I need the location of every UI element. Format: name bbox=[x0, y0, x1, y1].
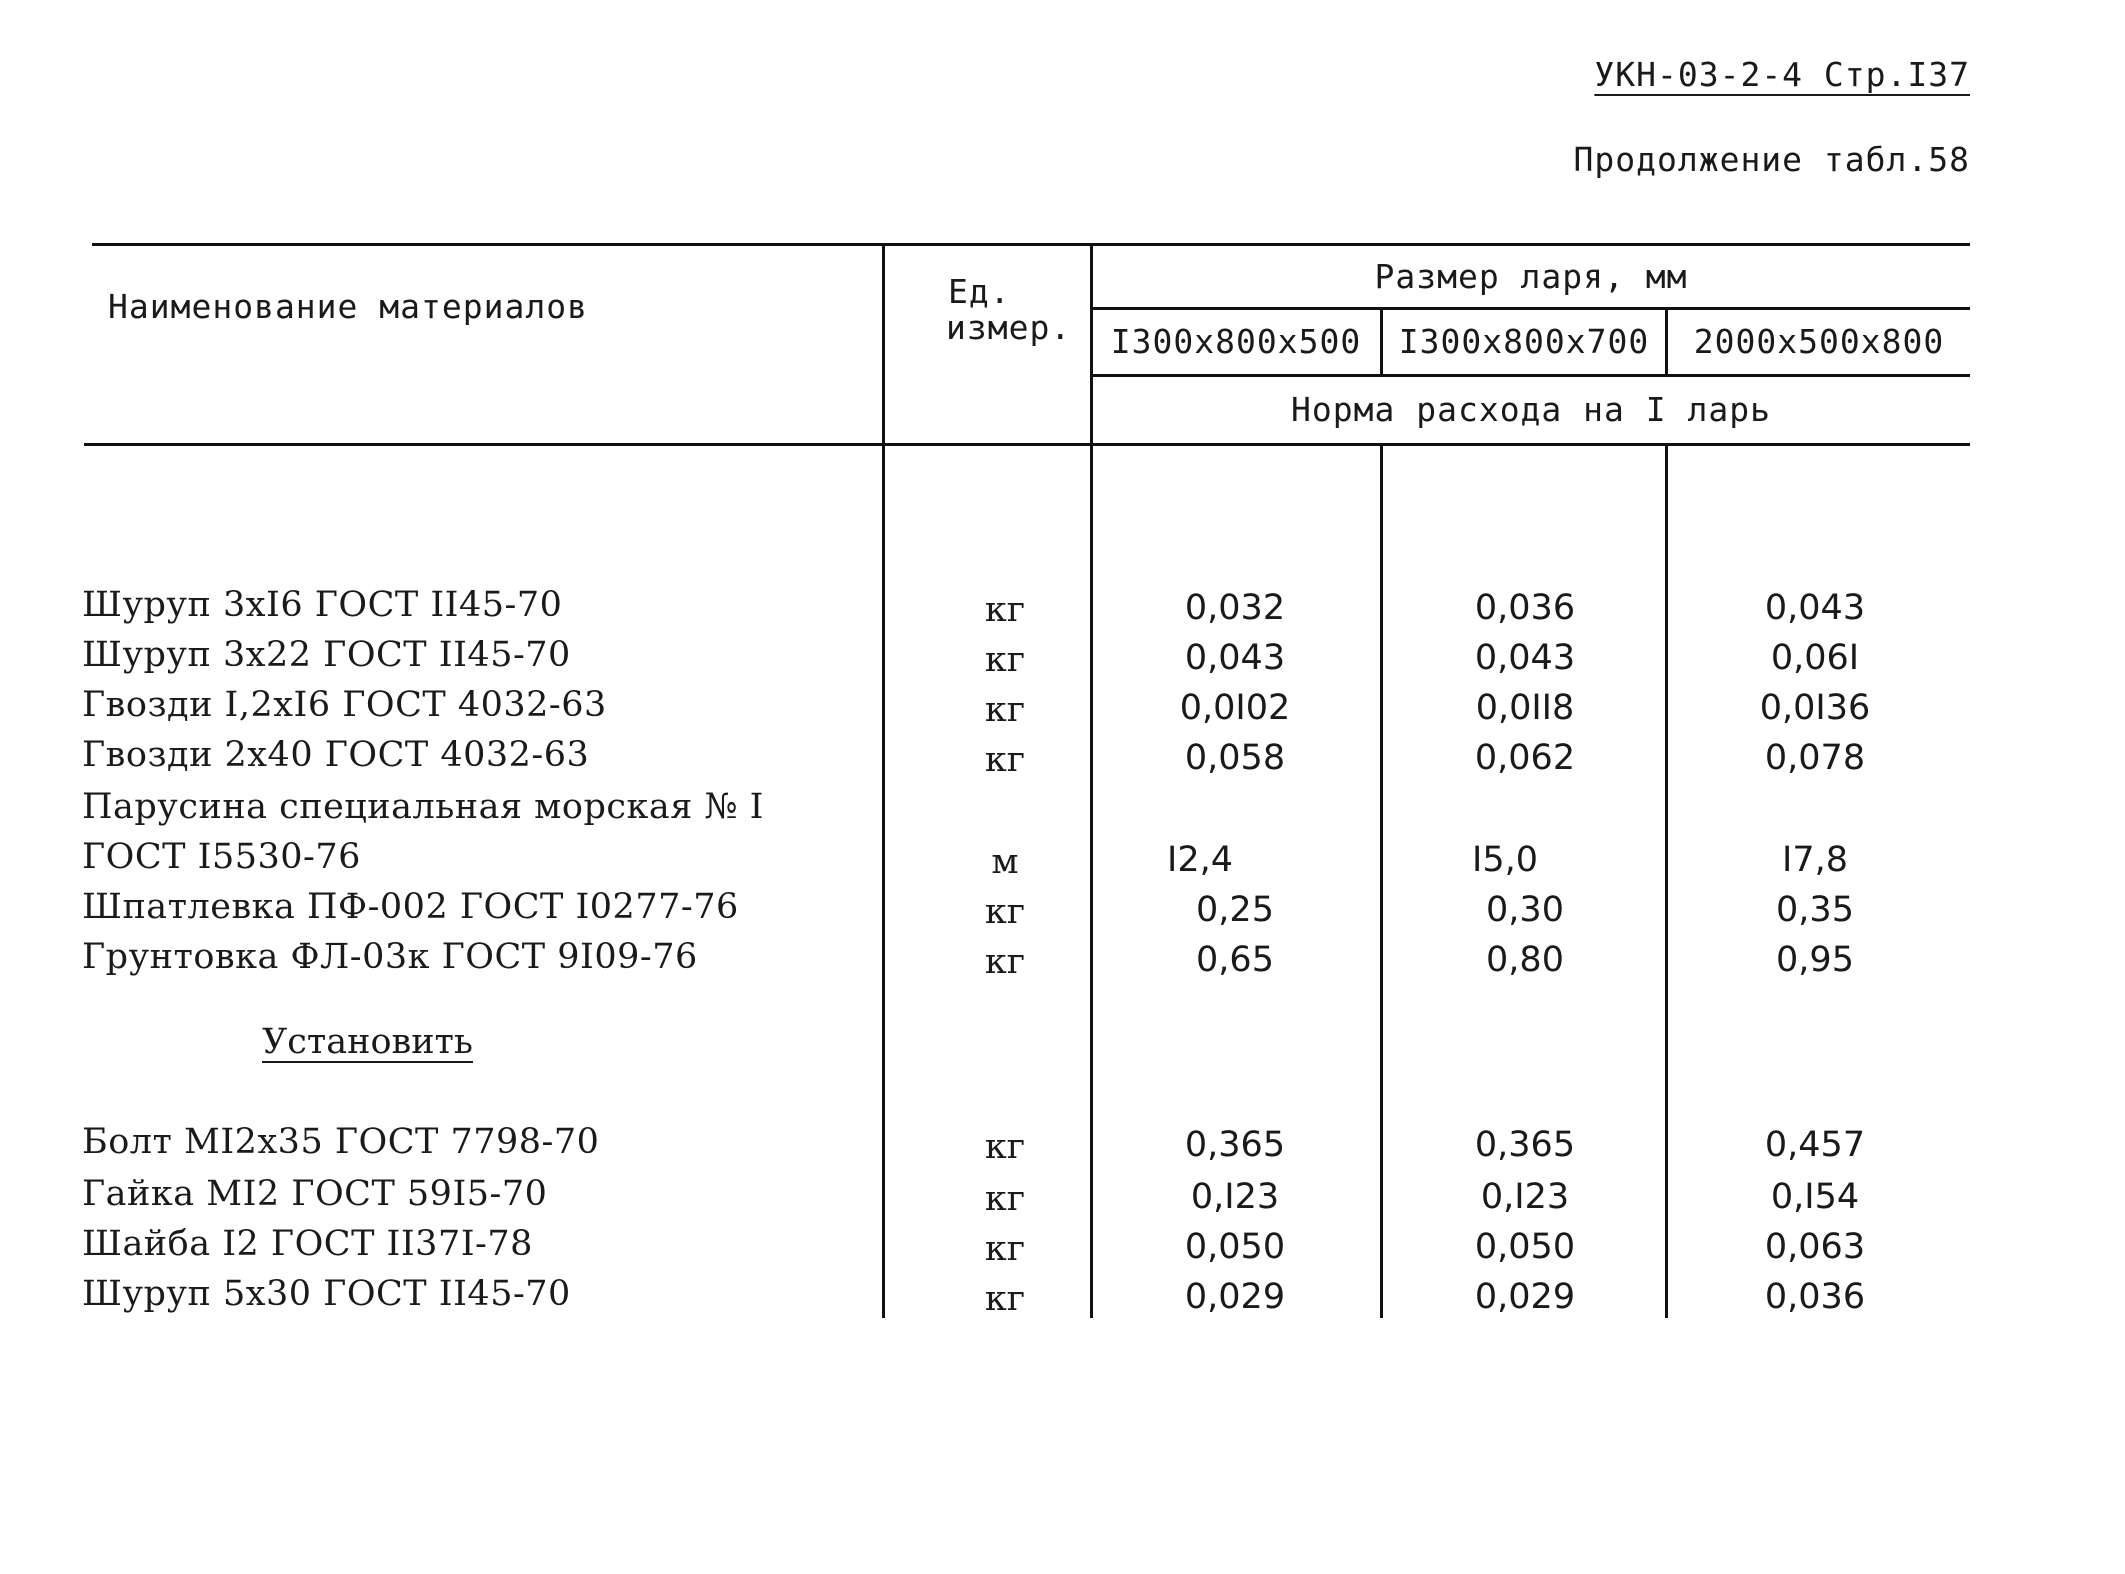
unit-cell: м bbox=[991, 842, 1019, 882]
unit-cell: кг bbox=[984, 1229, 1026, 1269]
section-title-install: Установить bbox=[262, 1022, 473, 1062]
value-size-1: 0,I23 bbox=[1190, 1177, 1280, 1217]
value-size-1: I2,4 bbox=[1167, 840, 1233, 880]
value-size-3: 0,078 bbox=[1764, 738, 1866, 778]
value-size-2: 0,050 bbox=[1474, 1227, 1576, 1267]
size1-column-divider-body bbox=[1380, 444, 1383, 1318]
value-size-3: 0,06I bbox=[1770, 638, 1860, 678]
table-top-rule bbox=[92, 243, 1970, 246]
unit-cell: кг bbox=[984, 1127, 1026, 1167]
name-column-divider bbox=[882, 243, 885, 1318]
value-size-2: 0,30 bbox=[1486, 890, 1564, 930]
value-size-1: 0,25 bbox=[1196, 890, 1274, 930]
value-size-2: 0,043 bbox=[1474, 638, 1576, 678]
unit-cell: кг bbox=[984, 1179, 1026, 1219]
material-name: Шуруп 3x22 ГОСТ II45-70 bbox=[82, 635, 571, 675]
material-name: Шпатлевка ПФ-002 ГОСТ I0277-76 bbox=[82, 887, 739, 927]
value-size-1: 0,032 bbox=[1184, 588, 1286, 628]
size2-column-divider-body bbox=[1665, 444, 1668, 1318]
value-size-1: 0,65 bbox=[1196, 940, 1274, 980]
value-size-2: 0,I23 bbox=[1480, 1177, 1570, 1217]
unit-cell: кг bbox=[984, 892, 1026, 932]
material-name: Болт MI2x35 ГОСТ 7798-70 bbox=[82, 1122, 600, 1162]
value-size-2: I5,0 bbox=[1472, 840, 1538, 880]
header-bottom-rule bbox=[84, 443, 1970, 446]
header-materials-name: Наименование материалов bbox=[108, 287, 588, 326]
value-size-2: 0,029 bbox=[1474, 1277, 1576, 1317]
value-size-3: 0,457 bbox=[1764, 1125, 1866, 1165]
material-name: Гайка MI2 ГОСТ 59I5-70 bbox=[82, 1174, 548, 1214]
value-size-3: 0,036 bbox=[1764, 1277, 1866, 1317]
header-size-group: Размер ларя, мм bbox=[1374, 257, 1688, 296]
material-name: Шуруп 5x30 ГОСТ II45-70 bbox=[82, 1274, 571, 1314]
header-size-2: I300x800x700 bbox=[1398, 322, 1650, 361]
value-size-2: 0,80 bbox=[1486, 940, 1564, 980]
material-name: Шуруп 3xI6 ГОСТ II45-70 bbox=[82, 585, 563, 625]
header-size-1: I300x800x500 bbox=[1110, 322, 1362, 361]
value-size-3: 0,35 bbox=[1776, 890, 1854, 930]
value-size-2: 0,0II8 bbox=[1475, 688, 1575, 728]
material-name: Парусина специальная морская № I bbox=[82, 787, 764, 827]
value-size-2: 0,062 bbox=[1474, 738, 1576, 778]
material-name: Грунтовка ФЛ-03к ГОСТ 9I09-76 bbox=[82, 937, 698, 977]
value-size-1: 0,029 bbox=[1184, 1277, 1286, 1317]
material-name: Шайба I2 ГОСТ II37I-78 bbox=[82, 1224, 533, 1264]
value-size-1: 0,365 bbox=[1184, 1125, 1286, 1165]
material-name: ГОСТ I5530-76 bbox=[82, 837, 361, 877]
value-size-3: 0,043 bbox=[1764, 588, 1866, 628]
value-size-3: 0,95 bbox=[1776, 940, 1854, 980]
value-size-3: 0,063 bbox=[1764, 1227, 1866, 1267]
material-name: Гвозди I,2xI6 ГОСТ 4032-63 bbox=[82, 685, 607, 725]
header-unit-line1: Ед. bbox=[948, 272, 1011, 311]
value-size-1: 0,043 bbox=[1184, 638, 1286, 678]
document-code: УКН-03-2-4 Стр.I37 bbox=[1594, 55, 1970, 94]
header-norm: Норма расхода на I ларь bbox=[1291, 390, 1771, 429]
value-size-2: 0,365 bbox=[1474, 1125, 1576, 1165]
unit-cell: кг bbox=[984, 942, 1026, 982]
unit-cell: кг bbox=[984, 640, 1026, 680]
value-size-2: 0,036 bbox=[1474, 588, 1576, 628]
material-name: Гвозди 2x40 ГОСТ 4032-63 bbox=[82, 735, 590, 775]
size-group-rule bbox=[1092, 307, 1970, 310]
value-size-1: 0,0I02 bbox=[1179, 688, 1291, 728]
header-size-3: 2000x500x800 bbox=[1693, 322, 1945, 361]
size-values-rule bbox=[1092, 374, 1970, 377]
value-size-1: 0,050 bbox=[1184, 1227, 1286, 1267]
unit-cell: кг bbox=[984, 590, 1026, 630]
value-size-3: 0,I54 bbox=[1770, 1177, 1860, 1217]
value-size-3: I7,8 bbox=[1782, 840, 1848, 880]
value-size-3: 0,0I36 bbox=[1759, 688, 1871, 728]
value-size-1: 0,058 bbox=[1184, 738, 1286, 778]
unit-cell: кг bbox=[984, 1279, 1026, 1319]
unit-cell: кг bbox=[984, 690, 1026, 730]
table-continuation-label: Продолжение табл.58 bbox=[1573, 140, 1970, 179]
unit-cell: кг bbox=[984, 740, 1026, 780]
header-unit-line2: измер. bbox=[946, 308, 1072, 347]
